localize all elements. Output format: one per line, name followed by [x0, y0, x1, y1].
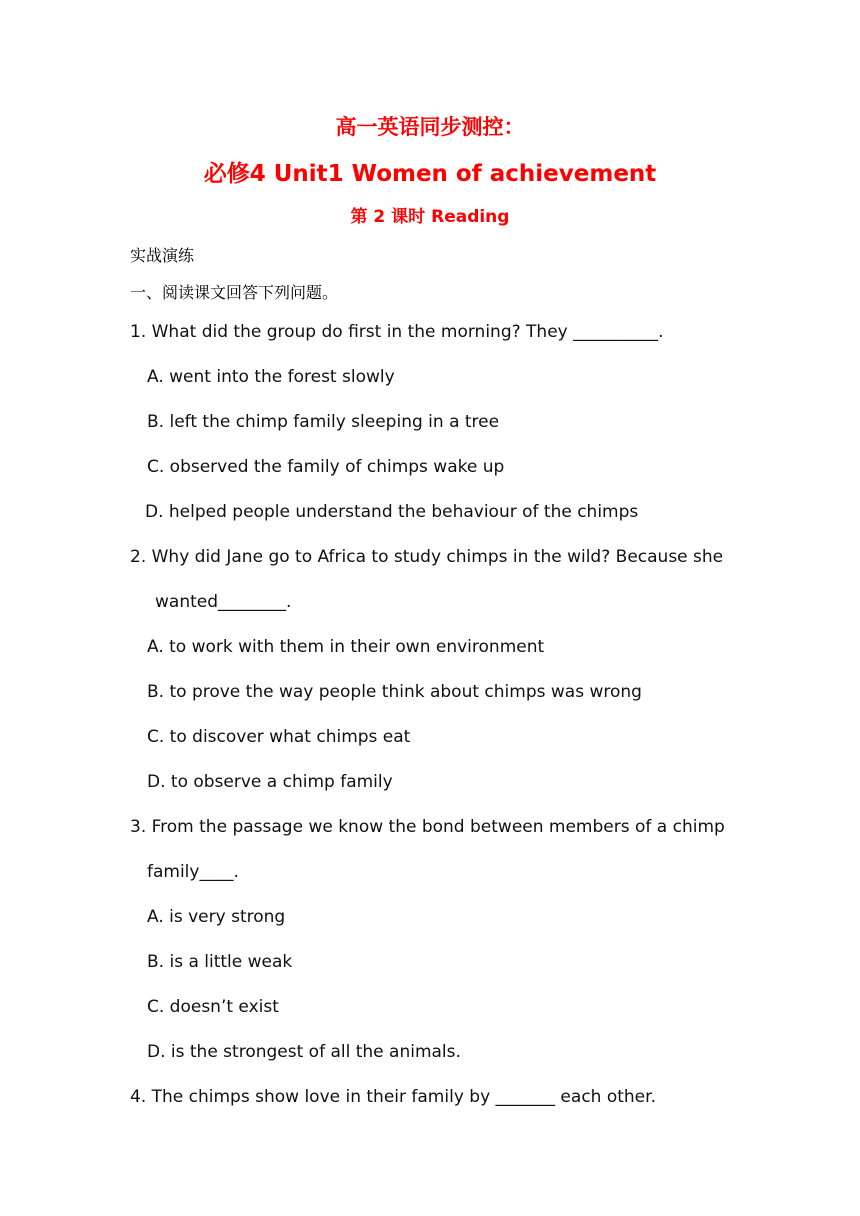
- question-2-stem: 2. Why did Jane go to Africa to study chimps in the wild? Because she: [130, 547, 724, 567]
- lesson-title: 第 2 课时 Reading: [350, 207, 510, 227]
- question-4-stem: 4. The chimps show love in their family by _______ each other.: [130, 1087, 656, 1107]
- question-2-stem-continued: wanted________.: [155, 592, 292, 612]
- question-1-option-d: D. helped people understand the behaviour of the chimps: [145, 502, 639, 522]
- question-2-option-c: C. to discover what chimps eat: [147, 727, 411, 747]
- question-1-option-c: C. observed the family of chimps wake up: [147, 457, 505, 477]
- question-1-option-b: B. left the chimp family sleeping in a tree: [147, 412, 500, 432]
- question-3-option-a: A. is very strong: [147, 907, 286, 927]
- question-1-stem: 1. What did the group do first in the morning? They __________.: [130, 322, 664, 342]
- question-3-stem: 3. From the passage we know the bond between members of a chimp: [130, 817, 725, 837]
- question-3-option-c: C. doesn’t exist: [147, 997, 279, 1017]
- question-3-option-b: B. is a little weak: [147, 952, 293, 972]
- question-2-option-d: D. to observe a chimp family: [147, 772, 393, 792]
- question-3-option-d: D. is the strongest of all the animals.: [147, 1042, 461, 1062]
- question-3-stem-continued: family____.: [147, 862, 239, 882]
- document-title: 高一英语同步测控：: [335, 115, 525, 139]
- part1-instruction: 一、阅读课文回答下列问题。: [130, 283, 339, 302]
- question-2-option-a: A. to work with them in their own environment: [147, 637, 545, 657]
- practice-label: 实战演练: [130, 246, 195, 265]
- question-2-option-b: B. to prove the way people think about chimps was wrong: [147, 682, 642, 702]
- question-1-option-a: A. went into the forest slowly: [147, 367, 395, 387]
- unit-title: 必修4 Unit1 Women of achievement: [203, 161, 657, 187]
